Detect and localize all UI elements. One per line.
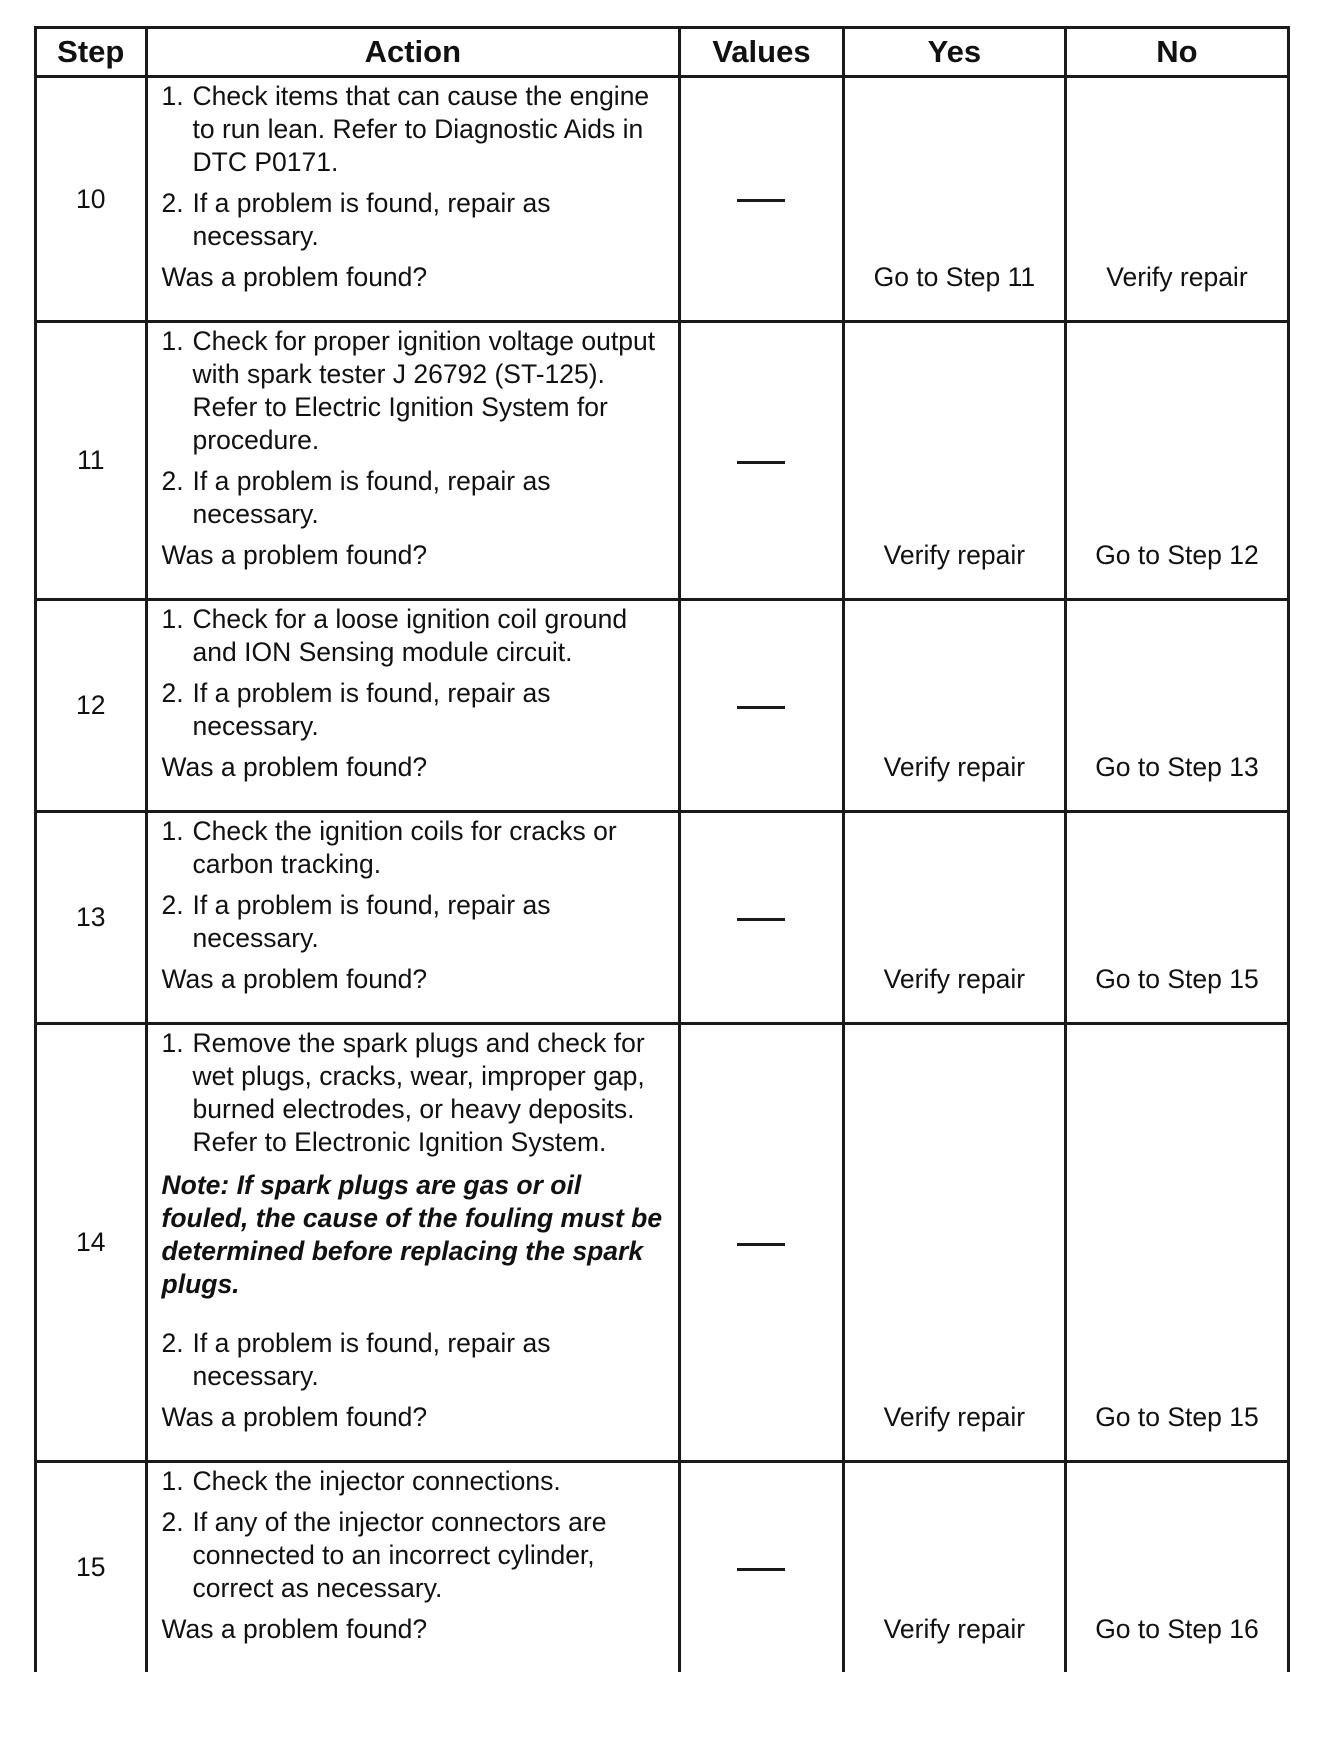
action-item-number: 2. — [161, 188, 184, 218]
table-body — [36, 77, 1289, 1673]
header-yes: Yes — [843, 28, 1065, 77]
action-item-number: 1. — [161, 816, 184, 846]
action-item — [162, 1506, 667, 1605]
empty-value-dash — [737, 199, 785, 202]
action-item-number: 2. — [161, 1507, 184, 1537]
header-row — [36, 28, 1289, 77]
action-item — [162, 815, 667, 881]
table-row — [36, 1462, 1289, 1673]
no-outcome: Go to Step 13 — [1065, 600, 1288, 812]
action-item-text: If a problem is found, repair as necessary. — [192, 890, 551, 953]
no-outcome: Go to Step 12 — [1065, 322, 1288, 600]
action-item-text: Check for a loose ignition coil ground and ION Sensing module circuit. — [192, 604, 628, 667]
yes-outcome: Verify repair — [843, 812, 1065, 1024]
action-cell — [146, 77, 680, 322]
action-item — [162, 325, 667, 457]
values-cell — [680, 812, 844, 1024]
action-item-number: 2. — [161, 890, 184, 920]
empty-value-dash — [737, 706, 785, 709]
values-cell — [680, 322, 844, 600]
no-outcome: Go to Step 16 — [1065, 1462, 1288, 1673]
action-cell — [146, 322, 680, 600]
table-row — [36, 600, 1289, 812]
values-cell — [680, 1024, 844, 1462]
table-row — [36, 812, 1289, 1024]
diagnostic-table-sheet — [34, 26, 1290, 1672]
action-item-text: If a problem is found, repair as necessary. — [192, 678, 551, 741]
action-item — [162, 187, 667, 253]
action-item-text: If a problem is found, repair as necessary. — [192, 188, 551, 251]
action-item-text: If a problem is found, repair as necessary. — [192, 466, 551, 529]
yes-outcome: Verify repair — [843, 1024, 1065, 1462]
yes-outcome: Go to Step 11 — [843, 77, 1065, 322]
empty-value-dash — [737, 1568, 785, 1571]
action-item — [162, 465, 667, 531]
action-item — [162, 1027, 667, 1159]
header-action: Action — [146, 28, 680, 77]
action-cell — [146, 600, 680, 812]
action-item-text: If a problem is found, repair as necessary. — [192, 1328, 551, 1391]
action-item-text: Remove the spark plugs and check for wet plugs, cracks, wear, improper gap, burned electrodes, or heavy deposits. Refer to Electronic Ignition System. — [192, 1028, 645, 1157]
action-item-number: 1. — [161, 604, 184, 634]
step-number: 13 — [36, 812, 147, 1024]
action-question: Was a problem found? — [161, 540, 428, 570]
action-item-text: Check the injector connections. — [192, 1466, 561, 1496]
step-number: 12 — [36, 600, 147, 812]
table-row — [36, 322, 1289, 600]
action-item — [162, 889, 667, 955]
step-number: 11 — [36, 322, 147, 600]
action-question: Was a problem found? — [161, 1402, 428, 1432]
yes-outcome: Verify repair — [843, 1462, 1065, 1673]
action-item-number: 1. — [161, 326, 184, 356]
action-item — [162, 80, 667, 179]
step-number: 14 — [36, 1024, 147, 1462]
action-question: Was a problem found? — [161, 1614, 428, 1644]
action-item — [162, 677, 667, 743]
table-row — [36, 1024, 1289, 1462]
action-item — [162, 1465, 667, 1498]
values-cell — [680, 77, 844, 322]
action-item-text: Check the ignition coils for cracks or carbon tracking. — [192, 816, 617, 879]
action-item-number: 1. — [161, 1028, 184, 1058]
action-cell — [146, 1024, 680, 1462]
action-question: Was a problem found? — [161, 752, 428, 782]
header-values: Values — [680, 28, 844, 77]
step-number: 10 — [36, 77, 147, 322]
action-item-number: 2. — [161, 678, 184, 708]
action-cell — [146, 1462, 680, 1673]
table-row — [36, 77, 1289, 322]
empty-value-dash — [737, 1243, 785, 1246]
diagnostic-table — [34, 26, 1290, 1672]
no-outcome: Go to Step 15 — [1065, 812, 1288, 1024]
action-question: Was a problem found? — [161, 262, 428, 292]
empty-value-dash — [737, 461, 785, 464]
action-item-number: 2. — [161, 1328, 184, 1358]
action-note: Note: If spark plugs are gas or oil fouled, the cause of the fouling must be determined before replacing the spark plugs. — [161, 1170, 663, 1299]
yes-outcome: Verify repair — [843, 600, 1065, 812]
header-no: No — [1065, 28, 1288, 77]
action-cell — [146, 812, 680, 1024]
action-item-text: If any of the injector connectors are connected to an incorrect cylinder, correct as necessary. — [192, 1507, 607, 1603]
yes-outcome: Verify repair — [843, 322, 1065, 600]
no-outcome: Verify repair — [1065, 77, 1288, 322]
action-item-text: Check items that can cause the engine to run lean. Refer to Diagnostic Aids in DTC P0171. — [192, 81, 650, 177]
action-item — [162, 1327, 667, 1393]
step-number: 15 — [36, 1462, 147, 1673]
empty-value-dash — [737, 918, 785, 921]
action-question: Was a problem found? — [161, 964, 428, 994]
action-item-number: 1. — [161, 1466, 184, 1496]
action-item-number: 2. — [161, 466, 184, 496]
no-outcome: Go to Step 15 — [1065, 1024, 1288, 1462]
values-cell — [680, 600, 844, 812]
action-item-text: Check for proper ignition voltage output with spark tester J 26792 (ST-125). Refer to Electric Ignition System for procedure. — [192, 326, 656, 455]
header-step: Step — [36, 28, 147, 77]
action-item — [162, 603, 667, 669]
values-cell — [680, 1462, 844, 1673]
action-item-number: 1. — [161, 81, 184, 111]
